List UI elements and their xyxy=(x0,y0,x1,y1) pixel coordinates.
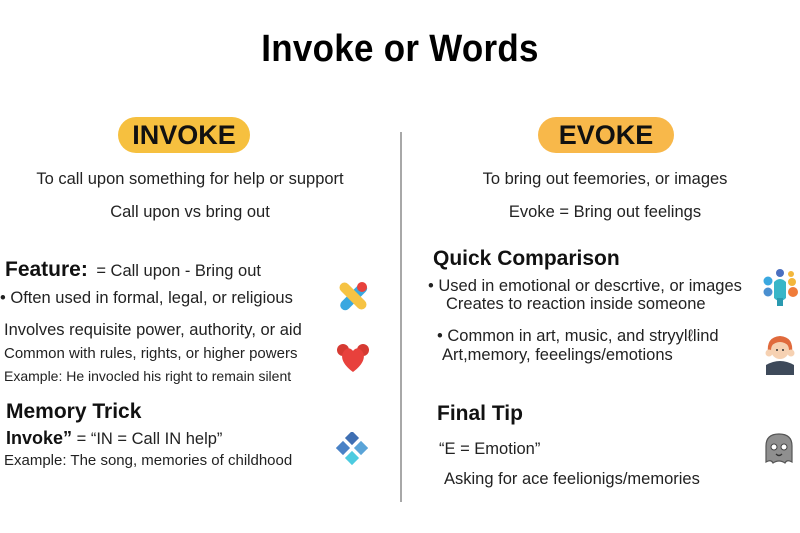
evoke-definition: To bring out feemories, or images xyxy=(482,170,728,188)
evoke-badge: EVOKE xyxy=(538,117,674,153)
feature-heading-row xyxy=(5,258,261,282)
comparison-bullet-1: • Used in emotional or descrtive, or images xyxy=(428,277,742,295)
ghost-icon xyxy=(763,432,795,466)
comparison-bullet-2-cont: Art,memory, feeelings/emotions xyxy=(442,346,673,364)
tip-quote: “E = Emotion” xyxy=(439,440,541,458)
people-group-icon xyxy=(762,268,798,308)
tip-line: Asking for ace feelionigs/memories xyxy=(444,470,700,488)
diamond-cluster-icon xyxy=(336,432,368,466)
bandage-cross-icon xyxy=(335,279,371,313)
memory-rule xyxy=(6,428,222,449)
column-divider xyxy=(400,132,402,502)
feature-example: Example: He invocled his right to remain silent xyxy=(4,368,292,384)
invoke-definition: To call upon something for help or support xyxy=(36,170,344,188)
feature-bullet: • Often used in formal, legal, or religious xyxy=(0,289,293,307)
feature-line-1: Involves requisite power, authority, or aid xyxy=(4,321,302,339)
comparison-bullet-1-cont: Creates to reaction inside someone xyxy=(446,295,706,313)
memory-heading: Memory Trick xyxy=(6,400,142,423)
feature-heading-suffix: = Call upon - Bring out xyxy=(96,262,261,280)
comparison-heading: Quick Comparison xyxy=(433,247,620,270)
page-title: Invoke or Words xyxy=(261,28,539,70)
person-covering-ears-icon xyxy=(763,333,797,375)
invoke-subtitle: Call upon vs bring out xyxy=(110,203,270,221)
memory-example: Example: The song, memories of childhood xyxy=(4,452,293,469)
evoke-subtitle: Evoke = Bring out feelings xyxy=(508,203,702,221)
memory-rule-rest: = “IN = Call IN help” xyxy=(72,430,223,448)
heart-icon xyxy=(336,340,370,374)
feature-line-2: Common with rules, rights, or higher powers xyxy=(4,345,298,362)
memory-rule-bold: Invoke” xyxy=(6,428,73,448)
tip-heading: Final Tip xyxy=(437,402,523,425)
invoke-badge: INVOKE xyxy=(118,117,250,153)
feature-heading: Feature: xyxy=(5,258,88,281)
comparison-bullet-2: • Common in art, music, and stryylℓlind xyxy=(437,327,719,345)
